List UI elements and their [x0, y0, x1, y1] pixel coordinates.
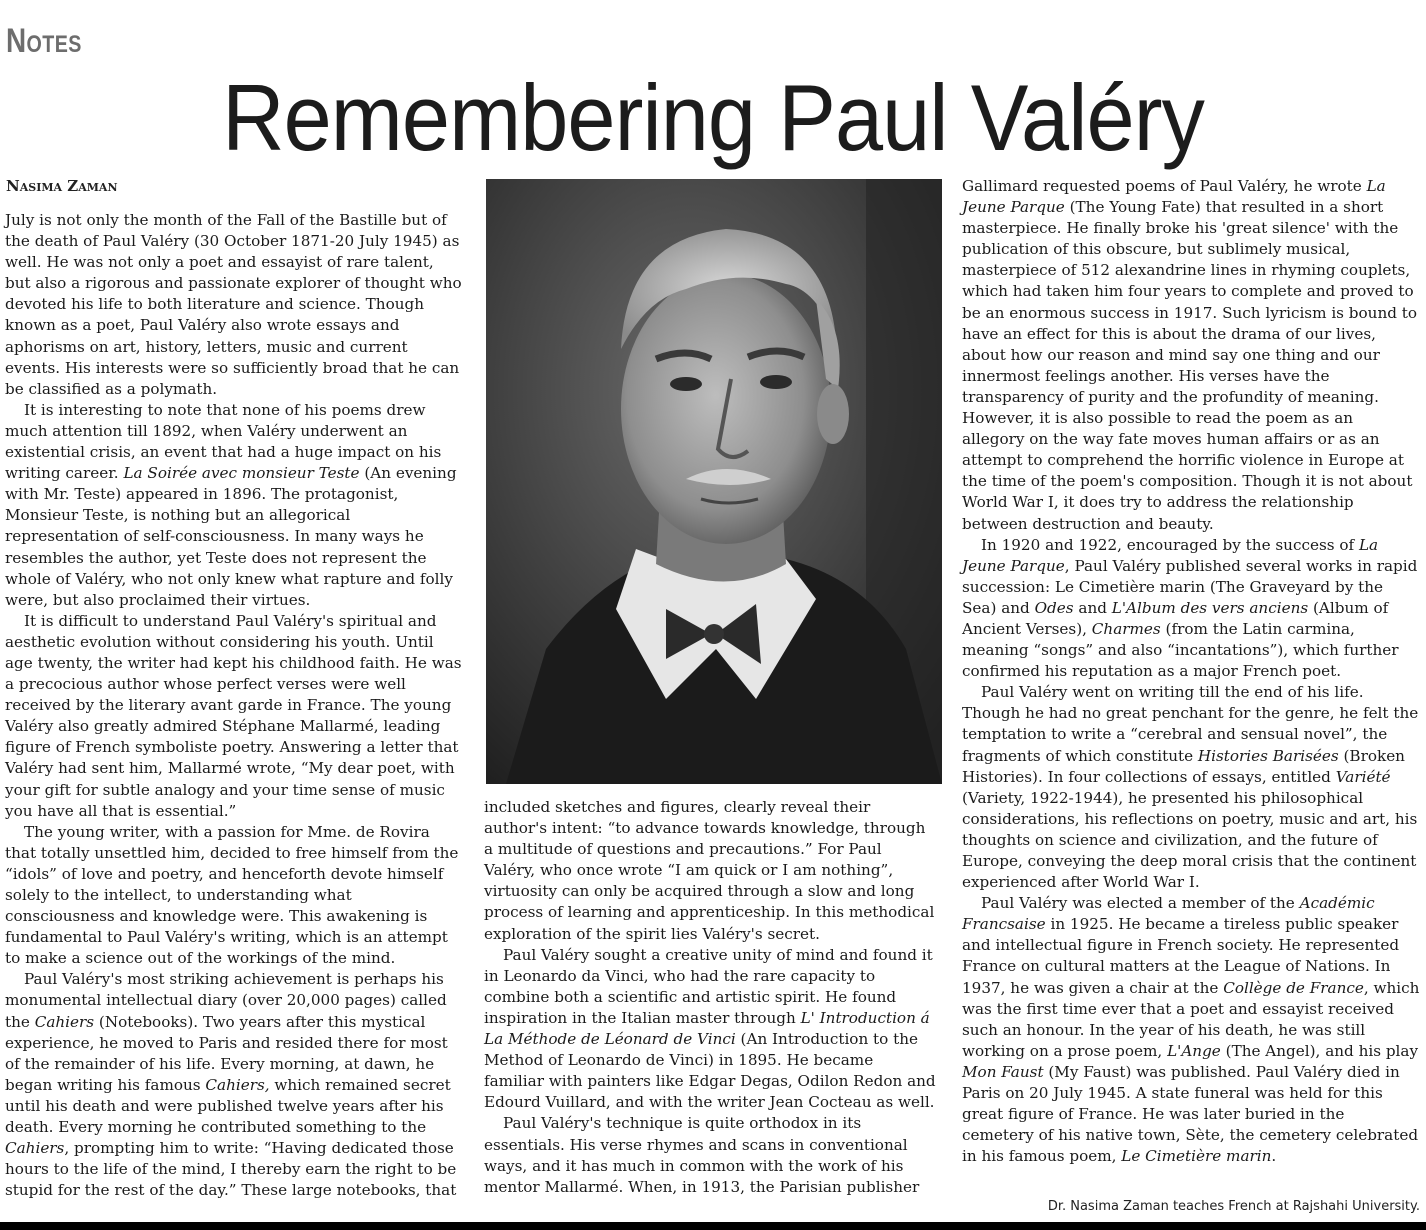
paragraph: It is interesting to note that none of his poems drew much attention till 1892, when Valéry underwent an existential crisis, an event that had a huge impact on his writing career. La Soirée avec monsieur Teste (An evening with Mr. Teste) appeared in 1896. The protagonist, Monsieur Teste, is nothing but an allegorical representation of self-consciousness. In many ways he resembles the author, yet Teste does not represent the whole of Valéry, who not only knew what rapture and folly were, but also proclaimed their virtues.: [5, 400, 457, 609]
paragraph: Paul Valéry's technique is quite orthodox in its essentials. His verse rhymes and scans in conventional ways, and it has much in common with the work of his mentor Mallarmé. When, in 1913, the Parisian publisher: [484, 1114, 920, 1196]
author-byline: Nasima Zaman: [6, 177, 118, 195]
column-2: [484, 797, 936, 1198]
article-headline: Remembering Paul Valéry: [222, 65, 1204, 170]
paragraph: Paul Valéry sought a creative unity of mind and found it in Leonardo da Vinci, who had the rare capacity to combine both a scientific and artistic spirit. He found inspiration in the Italian master through L' Introduction á La Méthode de Léonard de Vinci (An Introduction to the Method of Leonardo de Vinci) in 1895. He became familiar with painters like Edgar Degas, Odilon Redon and Edourd Vuillard, and with the writer Jean Cocteau as well.: [484, 945, 936, 1112]
paragraph: July is not only the month of the Fall of the Bastille but of the death of Paul Valéry (30 October 1871-20 July 1945) as well. He was not only a poet and essayist of rare talent, but also a rigorous and passionate explorer of thought who devoted his life to both literature and science. Though known as a poet, Paul Valéry also wrote essays and aphorisms on art, history, letters, music and current events. His interests were so sufficiently broad that he can be classified as a polymath.: [5, 211, 462, 398]
paragraph: Paul Valéry's most striking achievement is perhaps his monumental intellectual diary (over 20,000 pages) called the Cahiers (Notebooks). Two years after this mystical experience, he moved to Paris and resided there for most of the remainder of his life. Every morning, at dawn, he began writing his famous Cahiers, which remained secret until his death and were published twelve years after his death. Every morning he contributed something to the Cahiers, prompting him to write: “Having dedicated those hours to the life of the mind, I thereby earn the right to be stupid for the rest of the day.” These large notebooks, that: [5, 970, 457, 1200]
paragraph: The young writer, with a passion for Mme. de Rovira that totally unsettled him, decided to free himself from the “idols” of love and poetry, and henceforth devote himself solely to the intellect, to understanding what consciousness and knowledge were. This awakening is fundamental to Paul Valéry's writing, which is an attempt to make a science out of the workings of the mind.: [5, 822, 459, 968]
paragraph: Paul Valéry was elected a member of the Académic Francsaise in 1925. He became a tireless public speaker and intellectual figure in French society. He represented France on cultural matters at the League of Nations. In 1937, he was given a chair at the Collège de France, which was the first time ever that a poet and essayist received such an honour. In the year of his death, he was still working on a prose poem, L'Ange (The Angel), and his play Mon Faust (My Faust) was published. Paul Valéry died in Paris on 20 July 1945. A state funeral was held for this great figure of France. He was later buried in the cemetery of his native town, Sète, the cemetery celebrated in his famous poem, Le Cimetière marin.: [962, 894, 1420, 1166]
section-label: Notes: [6, 22, 82, 60]
column-3: [962, 176, 1420, 1167]
paragraph: Gallimard requested poems of Paul Valéry, he wrote La Jeune Parque (The Young Fate) that resulted in a short masterpiece. He finally broke his 'great silence' with the publication of this obscure, but sublimely musical, masterpiece of 512 alexandrine lines in rhyming couplets, which had taken him four years to complete and proved to be an enormous success in 1917. Such lyricism is bound to have an effect for this is about the drama of our lives, about how our reason and mind say one thing and our innermost feelings another. His verses have the transparency of purity and the profundity of meaning. However, it is also possible to read the poem as an allegory on the way fate moves human affairs or as an attempt to comprehend the horrific violence in Europe at the time of the poem's composition. Though it is not about World War I, it does try to address the relationship between destruction and beauty.: [962, 177, 1418, 533]
paragraph: It is difficult to understand Paul Valéry's spiritual and aesthetic evolution without considering his youth. Until age twenty, the writer had kept his childhood faith. He was a precocious author whose perfect verses were well received by the literary avant garde in France. The young Valéry also greatly admired Stéphane Mallarmé, leading figure of French symboliste poetry. Answering a letter that Valéry had sent him, Mallarmé wrote, “My dear poet, with your gift for subtle analogy and your time sense of music you have all that is essential.”: [5, 611, 462, 820]
paragraph: Paul Valéry went on writing till the end of his life. Though he had no great penchant for the genre, he felt the temptation to write a “cerebral and sensual novel”, the fragments of which constitute Histories Barisées (Broken Histories). In four collections of essays, entitled Variété (Variety, 1922-1944), he presented his philosophical considerations, his reflections on poetry, music and art, his thoughts on science and civilization, and the future of Europe, conveying the deep moral crisis that the continent experienced after World War I.: [962, 683, 1419, 892]
paragraph: In 1920 and 1922, encouraged by the success of La Jeune Parque, Paul Valéry published several works in rapid succession: Le Cimetière marin (The Graveyard by the Sea) and Odes and L'Album des vers anciens (Album of Ancient Verses), Charmes (from the Latin carmina, meaning “songs” and also “incantations”), which further confirmed his reputation as a major French poet.: [962, 535, 1418, 681]
paragraph: included sketches and figures, clearly reveal their author's intent: “to advance towards knowledge, through a multitude of questions and precautions.” For Paul Valéry, who once wrote “I am quick or I am nothing”, virtuosity can only be acquired through a slow and long process of learning and apprenticeship. In this methodical exploration of the spirit lies Valéry's secret.: [484, 798, 935, 943]
author-portrait-photo: [486, 179, 942, 784]
bottom-rule: [0, 1222, 1426, 1230]
author-credit: Dr. Nasima Zaman teaches French at Rajshahi University.: [1047, 1199, 1420, 1214]
column-1: [5, 210, 463, 1201]
